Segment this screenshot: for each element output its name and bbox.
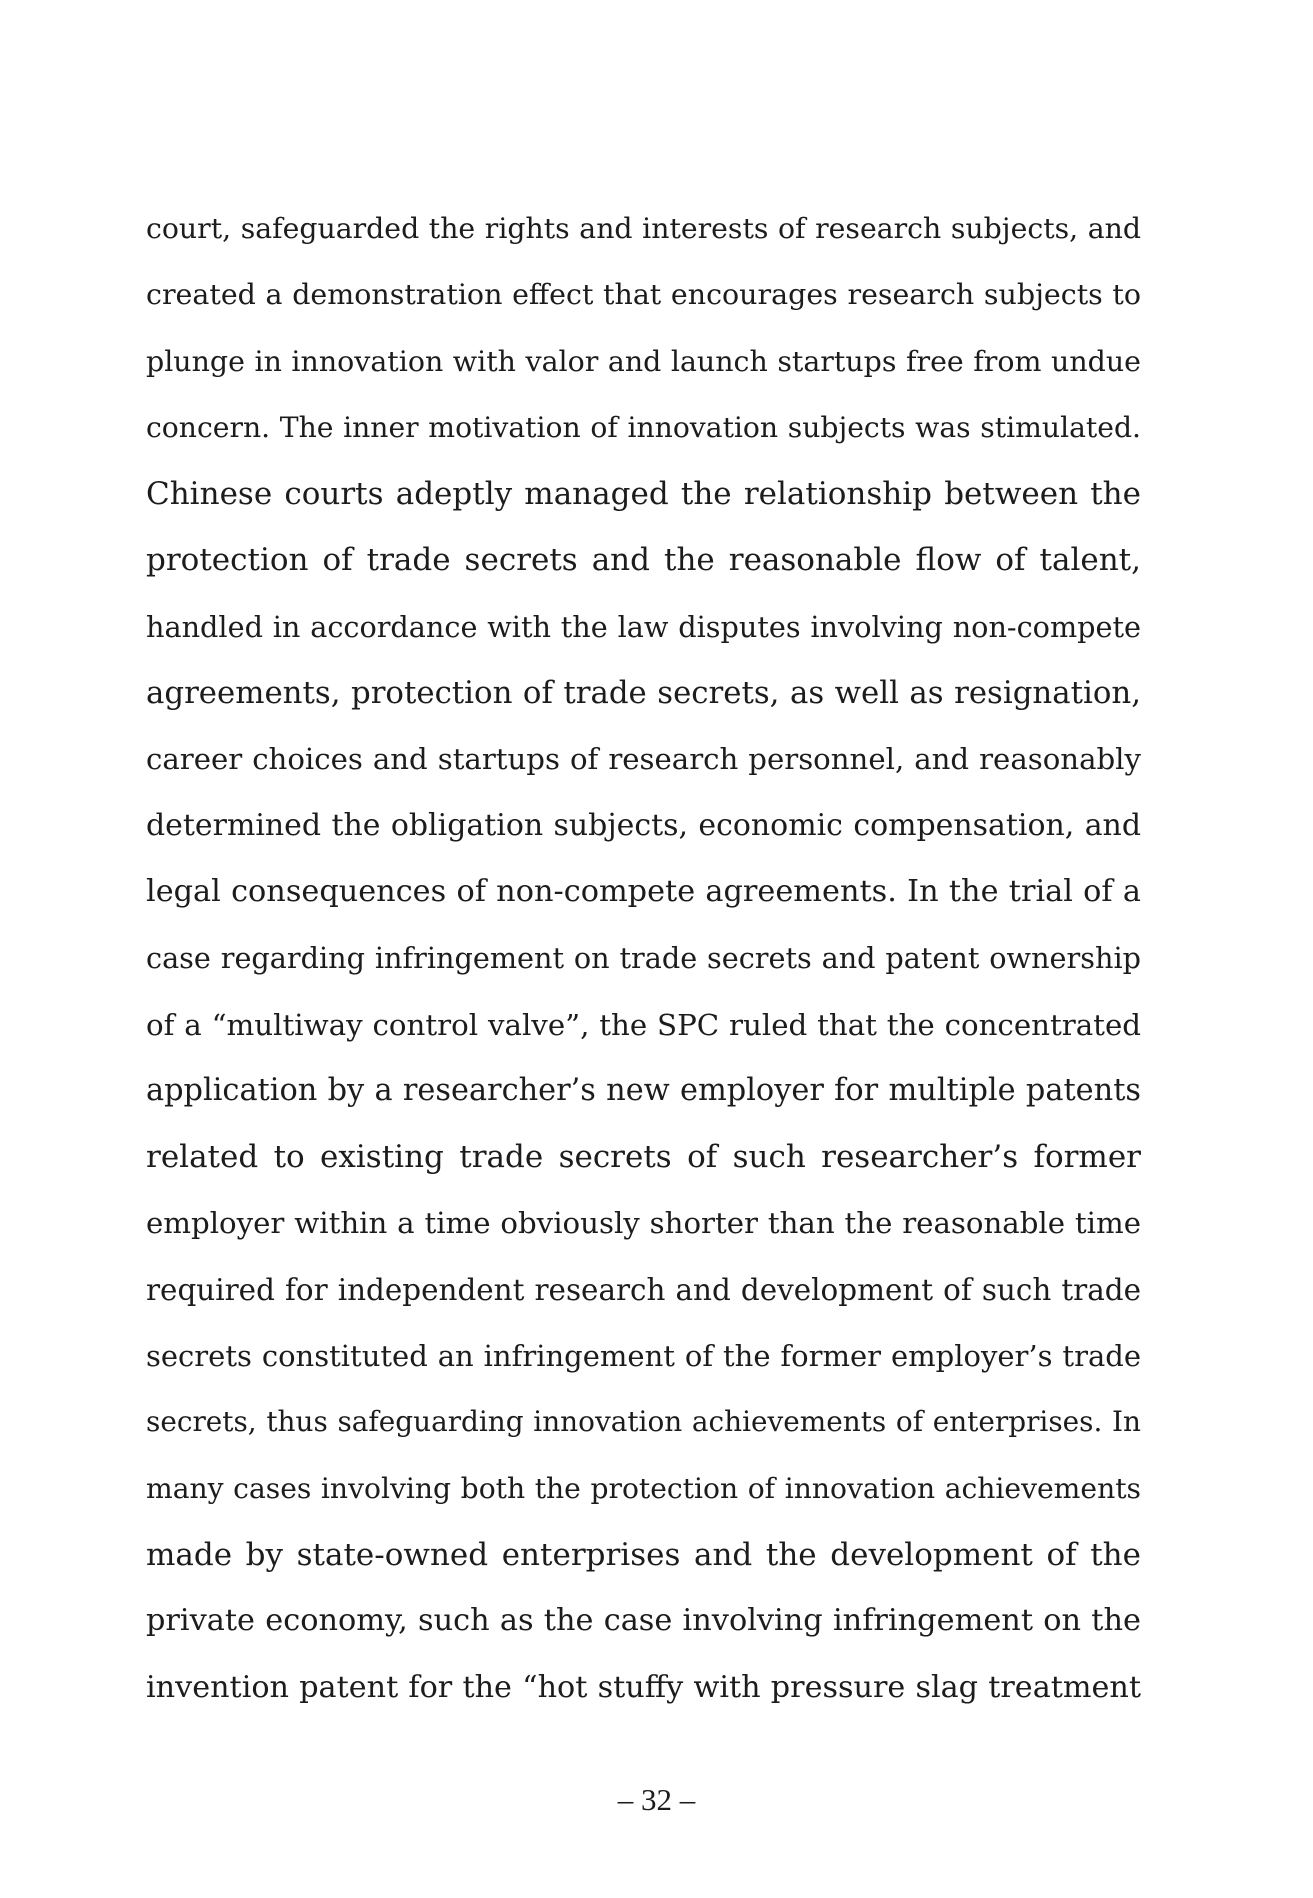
text-line: many cases involving both the protection of innovation achievements — [146, 1471, 1141, 1505]
text-line: Chinese courts adeptly managed the relationship between the — [146, 476, 1141, 513]
text-line: employer within a time obviously shorter than the reasonable time — [146, 1206, 1141, 1241]
text-line: related to existing trade secrets of such researcher’s former — [146, 1139, 1141, 1176]
text-line: made by state-owned enterprises and the development of the — [146, 1536, 1141, 1573]
text-line: career choices and startups of research personnel, and reasonably — [146, 742, 1141, 777]
text-line: secrets, thus safeguarding innovation achievements of enterprises. In — [146, 1405, 1141, 1439]
text-line: required for independent research and development of such trade — [146, 1272, 1141, 1307]
text-line: protection of trade secrets and the reasonable flow of talent, — [146, 542, 1141, 579]
body-text — [146, 196, 1141, 1721]
page-number: – 32 – — [617, 1782, 696, 1817]
text-line: court, safeguarded the rights and interests of research subjects, and — [146, 212, 1141, 245]
text-line: invention patent for the “hot stuffy with pressure slag treatment — [146, 1669, 1141, 1705]
text-line: application by a researcher’s new employer for multiple patents — [146, 1072, 1141, 1108]
text-line: concern. The inner motivation of innovation subjects was stimulated. — [146, 410, 1141, 444]
text-line: legal consequences of non-compete agreements. In the trial of a — [146, 873, 1141, 909]
text-line: private economy, such as the case involving infringement on the — [146, 1603, 1141, 1639]
text-line: created a demonstration effect that encourages research subjects to — [146, 278, 1141, 312]
text-line: secrets constituted an infringement of the former employer’s trade — [146, 1339, 1141, 1374]
text-line: handled in accordance with the law disputes involving non-compete — [146, 609, 1141, 644]
text-line: plunge in innovation with valor and launch startups free from undue — [146, 344, 1141, 378]
text-line: agreements, protection of trade secrets, as well as resignation, — [146, 675, 1141, 712]
text-line: of a “multiway control valve”, the SPC ruled that the concentrated — [146, 1007, 1141, 1042]
text-line: case regarding infringement on trade secrets and patent ownership — [146, 941, 1141, 976]
text-line: determined the obligation subjects, economic compensation, and — [146, 807, 1141, 843]
